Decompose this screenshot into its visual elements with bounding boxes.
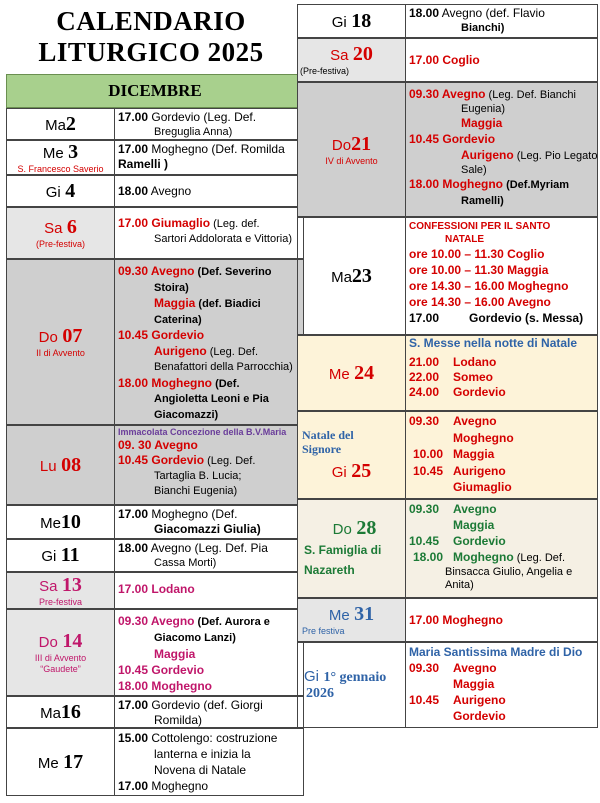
day-number: 18	[351, 9, 372, 32]
day-name: Do	[38, 329, 58, 346]
day-name: Ma	[331, 268, 352, 286]
feast-title: Immacolata Concezione della B.V.Maria	[118, 427, 287, 437]
day-number: 28	[356, 517, 377, 539]
day-cell	[7, 208, 115, 258]
event-line: Giacomazzi)	[154, 408, 219, 421]
event-line: 18.00 Moghegno	[118, 679, 213, 693]
day-number: 11	[60, 544, 80, 566]
event-place: Avegno	[453, 661, 497, 675]
event-line: Ramelli)	[461, 195, 504, 207]
day-number: 13	[61, 573, 82, 596]
event-place: Maggia	[453, 447, 495, 461]
event-line: lanterna e inizia la	[154, 747, 251, 761]
day-cell	[7, 109, 115, 139]
event-line: 09.30 Avegno	[118, 264, 195, 278]
row-dec-24	[297, 335, 598, 411]
event-line: Cottolengo: costruzione	[148, 731, 278, 745]
event-line: Eugenia)	[461, 103, 506, 115]
event-line: ore 14.30 – 16.00 Avegno	[409, 295, 551, 309]
event-line: ore 14.30 – 16.00 Moghegno	[409, 279, 569, 293]
day-number: 23	[351, 264, 372, 287]
day-subtitle: (Pre-festiva)	[300, 66, 350, 76]
day-name: Me	[42, 144, 64, 162]
event-time: 10.00	[413, 447, 444, 461]
event-note: (Def.	[212, 377, 240, 390]
event-line: Tartaglia B. Lucia;	[154, 470, 242, 482]
day-cell	[7, 540, 115, 571]
event-line: Giacomo Lanzi)	[154, 632, 236, 644]
event-line: 17.00 Moghegno	[409, 613, 504, 627]
day-subtitle: III di Avvento	[34, 653, 87, 663]
day-name: Me	[37, 754, 59, 772]
event-line: Avegno (Leg. Def. Pia	[148, 541, 268, 555]
row-dec-8	[6, 425, 304, 505]
day-cell	[7, 697, 115, 727]
row-dec-11	[6, 539, 304, 572]
event-cell	[406, 643, 597, 727]
page-title	[0, 6, 302, 68]
event-line: Romilda)	[154, 713, 203, 727]
event-place: Gordevio	[453, 534, 506, 548]
row-dec-21	[297, 82, 598, 217]
feast-name-2: Signore	[302, 441, 342, 456]
day-cell	[7, 141, 115, 174]
day-name: Ma	[40, 704, 61, 722]
event-time: 10.45	[409, 534, 440, 548]
event-note: (Def. Aurora e	[194, 616, 270, 628]
event-line: Sale)	[461, 164, 487, 176]
event-line: Stoira)	[154, 281, 189, 294]
event-line: Avegno	[148, 184, 192, 198]
event-time: 10.45	[413, 463, 444, 478]
event-cell	[406, 412, 597, 498]
day-name: Me	[40, 514, 61, 532]
event-time: 09.30	[409, 661, 440, 675]
row-dec-17	[6, 728, 304, 796]
day-number: 07	[62, 325, 83, 347]
year: 2026	[306, 686, 334, 701]
day-number: 1° gennaio	[323, 670, 387, 685]
row-dec-23	[297, 217, 598, 335]
event-time: 17.00	[118, 142, 149, 156]
event-line: 17.00 Giumaglio	[118, 216, 211, 230]
event-time: 18.00	[118, 184, 149, 198]
row-dec-6	[6, 207, 304, 259]
event-line: Aurigeno	[154, 343, 207, 358]
day-subtitle: Pre festiva	[302, 626, 345, 636]
day-name: Do	[332, 521, 352, 538]
day-cell	[7, 573, 115, 608]
event-time: 22.00	[409, 370, 440, 384]
day-cell	[298, 336, 406, 410]
row-dec-13	[6, 572, 304, 609]
event-line: Giacomazzi Giulia)	[154, 522, 261, 536]
event-note: (Leg. Def. Bianchi	[485, 89, 576, 101]
event-time: 09.30	[409, 502, 440, 516]
event-place: Moghegno	[453, 550, 514, 564]
event-cell	[406, 336, 597, 410]
event-line: CONFESSIONI PER IL SANTO	[409, 221, 551, 232]
event-cell	[115, 141, 303, 174]
event-line: Breguglia Anna)	[154, 126, 233, 138]
event-time: 18.00	[409, 6, 440, 20]
event-line: NATALE	[445, 234, 485, 245]
event-line: 09.30 Avegno	[118, 614, 195, 628]
row-dec-14	[6, 609, 304, 696]
event-line: ore 10.00 – 11.30 Coglio	[409, 247, 545, 261]
day-name: Gi	[41, 548, 57, 565]
day-subtitle: Pre-festiva	[38, 596, 82, 607]
day-cell	[7, 729, 115, 795]
event-line: Avegno (def. Flavio	[439, 6, 545, 20]
event-place: Giumaglio	[453, 480, 512, 494]
day-name: Do	[38, 634, 58, 651]
event-line: Cassa Morti)	[154, 557, 217, 569]
event-line: 10.45 Gordevio	[118, 453, 205, 467]
day-cell	[298, 83, 406, 216]
event-place: Moghegno	[453, 430, 514, 445]
row-dec-4	[6, 175, 304, 207]
event-place: Avegno	[453, 414, 497, 428]
day-number: 08	[61, 453, 82, 476]
event-cell	[406, 5, 597, 37]
day-cell	[7, 610, 115, 695]
event-note: (Def.Myriam	[503, 179, 570, 191]
day-cell	[7, 176, 115, 206]
day-name: Ma	[45, 116, 66, 134]
event-cell	[115, 260, 303, 424]
day-number: 16	[60, 700, 81, 723]
event-line: Bianchi Eugenia)	[154, 485, 238, 497]
event-line: Bianchi)	[461, 22, 505, 34]
event-place: Someo	[453, 370, 494, 384]
day-number: 3	[68, 140, 79, 163]
event-cell	[406, 83, 597, 216]
day-number: 31	[354, 603, 375, 625]
event-cell	[115, 573, 303, 608]
event-place: Lodano	[453, 355, 497, 369]
feast-name: Natale del	[302, 427, 354, 442]
event-cell	[115, 729, 303, 795]
day-cell	[298, 218, 406, 334]
event-line: 09. 30 Avegno	[118, 438, 198, 452]
event-line: Anita)	[445, 579, 474, 591]
day-subtitle: II di Avvento	[36, 348, 85, 358]
event-note: (Leg. Def.	[513, 552, 566, 564]
event-line: Benafattori della Parrocchia)	[154, 361, 293, 373]
day-name: Gi	[45, 183, 61, 201]
month-header: DICEMBRE	[6, 74, 304, 108]
event-line: Moghegno	[148, 779, 209, 793]
event-cell	[115, 697, 303, 727]
event-line: Maggia	[154, 647, 196, 661]
event-line: Caterina)	[154, 313, 202, 326]
title-line-2: LITURGICO 2025	[38, 37, 264, 67]
event-place: Maggia	[453, 518, 495, 532]
event-time: 17.00	[118, 698, 149, 712]
day-number: 10	[60, 510, 81, 533]
day-name: Gi	[331, 463, 347, 481]
row-dec-7	[6, 259, 304, 425]
day-subtitle: S. Francesco Saverio	[17, 163, 104, 174]
row-dec-2	[6, 108, 304, 140]
day-name: Sa	[44, 220, 63, 237]
event-time: 10.45	[409, 693, 440, 707]
event-cell	[115, 610, 303, 695]
event-note: (Leg. Def.	[206, 345, 259, 358]
event-time: 18.00	[118, 541, 149, 555]
row-dec-28	[297, 499, 598, 598]
row-jan-1	[297, 642, 598, 728]
event-time: 17.00	[409, 311, 440, 325]
day-name: Me	[328, 365, 350, 383]
event-place: Aurigeno	[453, 693, 506, 707]
event-line: Binsacca Giulio, Angelia e	[445, 566, 573, 578]
day-number: 20	[352, 43, 373, 65]
feast-name: S. Famiglia di	[304, 543, 382, 557]
event-place: Gordevio	[453, 709, 506, 723]
row-dec-3	[6, 140, 304, 175]
event-cell	[115, 176, 303, 206]
day-name: Lu	[39, 457, 57, 475]
row-dec-25	[297, 411, 598, 499]
event-cell	[406, 599, 597, 641]
event-line: Maggia	[461, 116, 503, 130]
event-cell	[115, 109, 303, 139]
day-name: Gi	[304, 668, 319, 685]
event-line: Aurigeno	[461, 148, 514, 162]
day-cell	[7, 506, 115, 538]
day-cell	[7, 260, 115, 424]
event-line: ore 10.00 – 11.30 Maggia	[409, 263, 549, 277]
event-time: 21.00	[409, 355, 440, 369]
event-line: Gordevio (Leg. Def.	[148, 110, 257, 124]
event-line: Moghegno (Def. Romilda	[148, 142, 285, 156]
event-note: (Leg. def.	[210, 218, 260, 230]
day-number: 2	[65, 112, 76, 135]
event-cell	[115, 208, 303, 258]
event-cell	[406, 500, 597, 597]
event-line: 09.30 Avegno	[409, 87, 486, 101]
event-place: Maggia	[453, 677, 495, 691]
title-line-1: CALENDARIO	[56, 6, 246, 36]
day-cell	[298, 599, 406, 641]
event-place: Gordevio	[453, 385, 506, 399]
day-number: 24	[354, 361, 375, 384]
day-cell	[298, 39, 406, 81]
event-line: 17.00 Coglio	[409, 53, 480, 67]
day-subtitle: IV di Avvento	[325, 155, 378, 166]
feast-title: S. Messe nella notte di Natale	[409, 336, 578, 350]
day-number: 4	[65, 179, 76, 202]
event-line: 10.45 Gordevio	[118, 663, 205, 677]
event-note: (Def. Severino	[194, 266, 272, 278]
event-time: 09.30	[409, 414, 440, 428]
day-subtitle-2: “Gaudete”	[40, 664, 81, 674]
day-number: 21	[351, 132, 372, 155]
day-name: Gi	[331, 13, 347, 31]
event-line: Sartori Addolorata e Vittoria)	[154, 233, 292, 245]
row-dec-20	[297, 38, 598, 82]
event-time: 24.00	[409, 385, 440, 399]
event-cell	[115, 426, 303, 504]
day-number: 25	[351, 459, 372, 482]
feast-name-2: Nazareth	[304, 563, 355, 577]
event-place: Aurigeno	[453, 463, 506, 478]
day-name: Me	[328, 607, 350, 624]
day-subtitle: (Pre-festiva)	[35, 239, 85, 249]
day-number: 6	[66, 216, 77, 238]
event-line: Gordevio (s. Messa)	[469, 311, 584, 325]
event-cell	[406, 218, 597, 334]
event-cell	[115, 540, 303, 571]
day-cell	[298, 5, 406, 37]
event-line: 18.00 Moghegno	[118, 375, 213, 390]
day-number: 14	[62, 630, 83, 652]
event-place: Avegno	[453, 502, 497, 516]
row-dec-31	[297, 598, 598, 642]
day-cell	[298, 412, 406, 498]
event-line: Moghegno (Def.	[148, 507, 238, 521]
event-line: Maggia	[154, 296, 196, 310]
event-line: Novena di Natale	[154, 763, 247, 777]
row-dec-10	[6, 505, 304, 539]
feast-title: Maria Santissima Madre di Dio	[409, 645, 583, 659]
event-time: 17.00	[118, 779, 149, 793]
event-line: 10.45 Gordevio	[118, 328, 205, 342]
event-time: 17.00	[118, 110, 149, 124]
event-time: 17.00	[118, 507, 149, 521]
event-line: Ramelli )	[118, 157, 169, 171]
day-name: Do	[331, 136, 352, 154]
event-line: 17.00 Lodano	[118, 582, 195, 596]
day-number: 17	[63, 750, 84, 773]
event-time: 18.00	[413, 550, 444, 564]
day-cell	[7, 426, 115, 504]
day-cell	[298, 643, 406, 727]
event-line: 10.45 Gordevio	[409, 132, 496, 146]
event-cell	[406, 39, 597, 81]
day-cell	[298, 500, 406, 597]
event-cell	[115, 506, 303, 538]
event-note: (Leg. Pio Legato	[513, 150, 597, 162]
row-dec-18	[297, 4, 598, 38]
event-note: (def. Biadici	[195, 298, 261, 310]
row-dec-16	[6, 696, 304, 728]
event-line: Gordevio (def. Giorgi	[148, 698, 263, 712]
event-time: 15.00	[118, 731, 149, 745]
event-line: Angioletta Leoni e Pia	[154, 393, 269, 405]
day-name: Sa	[330, 47, 349, 64]
event-note: (Leg. Def.	[204, 455, 256, 467]
event-line: 18.00 Moghegno	[409, 177, 504, 191]
day-name: Sa	[39, 577, 58, 595]
